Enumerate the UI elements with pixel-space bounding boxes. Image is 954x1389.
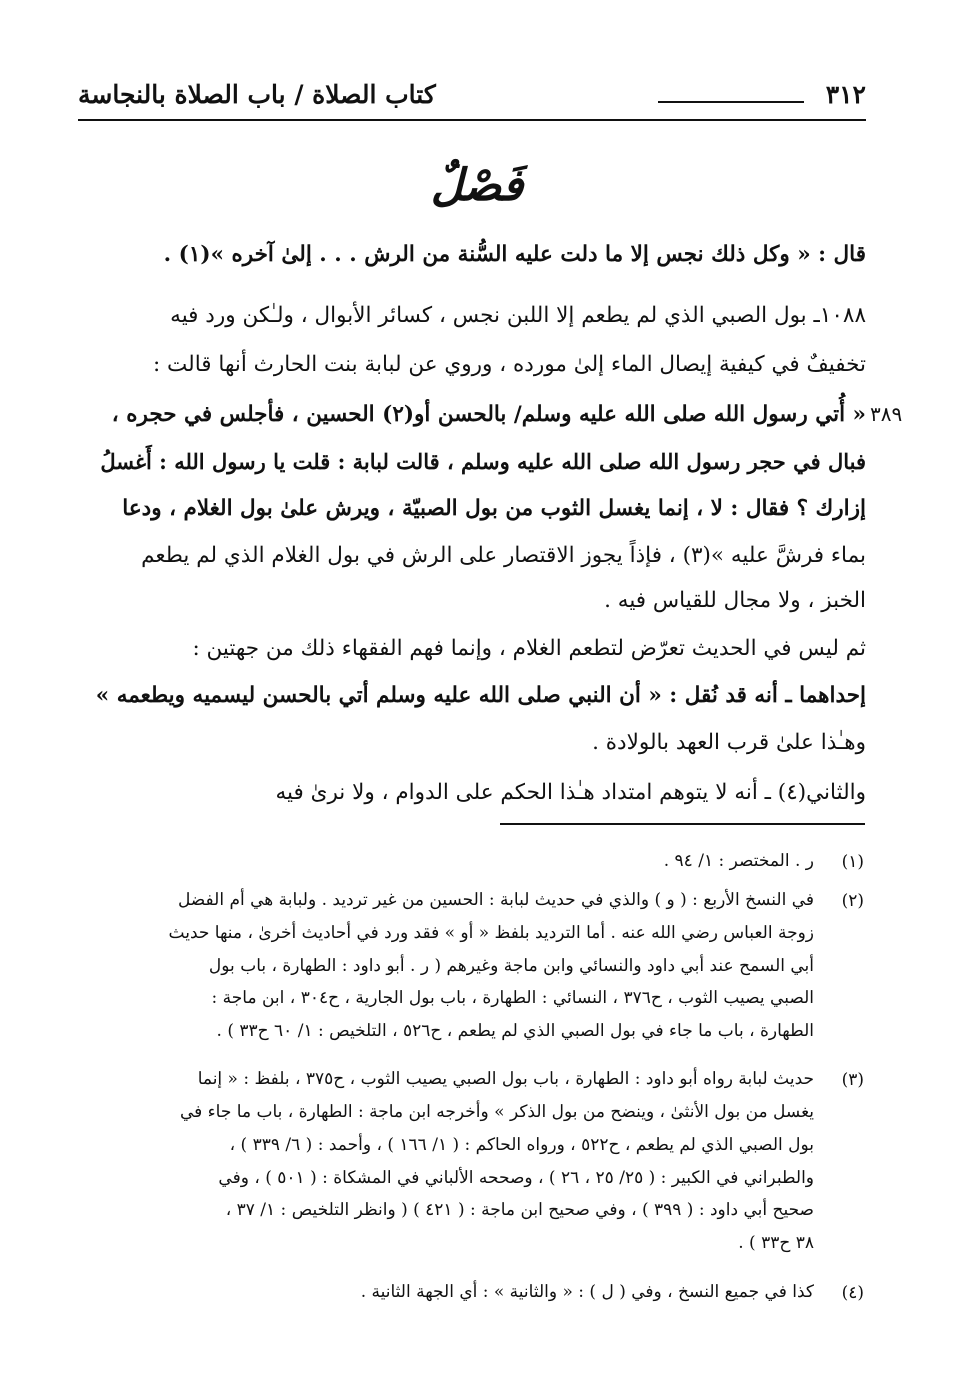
- body-line: والثاني(٤) ـ أنه لا يتوهم امتداد هـٰذا الحكم على الدوام ، ولا نرىٰ فيه: [275, 780, 866, 805]
- footnote-line: يغسل من بول الأنثىٰ ، وينضح من بول الذكر » وأخرجه ابن ماجة : الطهارة ، باب ما جاء في: [179, 1102, 814, 1122]
- body-line: إحداهما ـ أنه قد نُقل : « أن النبي صلى الله عليه وسلم أتي بالحسن ليسميه ويطعمه »: [95, 683, 866, 708]
- footnote-line: ر . المختصر : ١/ ٩٤ .: [663, 851, 814, 871]
- page-header: [78, 80, 866, 120]
- body-line: بماء فرشَّ عليه »(٣) ، فإذاً يجوز الاقتصار على الرش في بول الغلام الذي لم يطعم: [141, 543, 866, 568]
- footnote-separator: [500, 823, 865, 825]
- footnote-line: ٣٨ ح٣٣ ) .: [738, 1233, 814, 1253]
- header-underline: [78, 119, 866, 121]
- body-line: ثم ليس في الحديث تعرّض لتطعم الغلام ، وإنما فهم الفقهاء ذلك من جهتين :: [192, 636, 866, 661]
- footnote-number: (٣): [841, 1070, 864, 1090]
- body-line: فبال في حجر رسول الله صلى الله عليه وسلم ، قالت لبابة : قلت يا رسول الله : أَغسلُ: [100, 449, 866, 474]
- body-line: الخبز ، ولا مجال للقياس فيه .: [604, 588, 866, 613]
- page-number: ٣١٢: [825, 80, 866, 109]
- footnote-line: زوجة العباس رضي الله عنه . أما الترديد بلفظ « أو » فقد ورد في أحاديث أخرىٰ ، منها حديث: [168, 923, 814, 943]
- section-title-ornament: فَصْلٌ: [430, 160, 524, 211]
- footnote-line: الصبي يصيب الثوب ، ح٣٧٦ ، النسائي : الطهارة ، باب بول الجارية ، ح٣٠٤ ، ابن ماجة :: [211, 988, 814, 1008]
- header-dash-rule: [658, 101, 804, 103]
- footnote-number: (٤): [841, 1283, 864, 1303]
- body-line: إزارك ؟ فقال : لا ، إنما يغسل الثوب من بول الصبيّة ، ويرش علىٰ بول الغلام ، ودعا: [122, 496, 866, 521]
- footnote-number: (١): [841, 852, 864, 872]
- footnote-line: حديث لبابة رواه أبو داود : الطهارة ، باب بول الصبي يصيب الثوب ، ح٣٧٥ ، بلفظ : « إنما: [197, 1069, 814, 1089]
- body-line: تخفيفٌ في كيفية إيصال الماء إلىٰ مورده ، وروي عن لبابة بنت الحارث أنها قالت :: [152, 352, 866, 377]
- running-title: كتاب الصلاة / باب الصلاة بالنجاسة: [78, 80, 436, 109]
- footnote-line: كذا في جميع النسخ ، وفي ( ل ) : « والثانية » : أي الجهة الثانية .: [360, 1282, 814, 1302]
- footnote-line: بول الصبي الذي لم يطعم ، ح٥٢٢ ، ورواه الحاكم : ( ١/ ١٦٦ ) ، وأحمد : ( ٦/ ٣٣٩ ) ،: [229, 1135, 814, 1155]
- footnote-line: أبي السمح عند أبي داود والنسائي وابن ماجة وغيرهم ( ر . أبو داود : الطهارة ، باب بول: [208, 956, 814, 976]
- body-line: وهـٰذا علىٰ قرب العهد بالولادة .: [592, 730, 866, 755]
- footnote-line: الطهارة ، باب ما جاء في بول الصبي الذي لم يطعم ، ح٥٢٦ ، التلخيص : ١/ ٦٠ ح٣٣ ) .: [216, 1021, 814, 1041]
- footnote-line: صحيح أبي داود : ( ٣٩٩ ) ، وفي صحيح ابن ماجة : ( ٤٢١ ) ( وانظر التلخيص : ١/ ٣٧ ،: [225, 1200, 814, 1220]
- footnote-line: والطبراني في الكبير : ( ٢٥/ ٢٥ ، ٢٦ ) ، وصححه الألباني في المشكاة : ( ٥٠١ ) ، وفي: [218, 1168, 814, 1188]
- quote-line: قال : « وكل ذلك نجس إلا ما دلت عليه السُّنة من الرش . . . إلىٰ آخره »(١) .: [163, 242, 866, 267]
- body-line: « أُتي رسول الله صلى الله عليه وسلم/ بالحسن أو(٢) الحسين ، فأجلس في حجره ،: [111, 402, 866, 427]
- margin-page-reference: ٣٨٩: [870, 402, 903, 426]
- footnote-number: (٢): [841, 891, 864, 911]
- footnote-line: في النسخ الأربع : ( و ) والذي في حديث لبابة : الحسين من غير ترديد . ولبابة هي أم الفضل: [177, 890, 814, 910]
- body-line: ١٠٨٨ـ بول الصبي الذي لم يطعم إلا اللبن نجس ، كسائر الأبوال ، ولـٰكن ورد فيه: [170, 303, 866, 328]
